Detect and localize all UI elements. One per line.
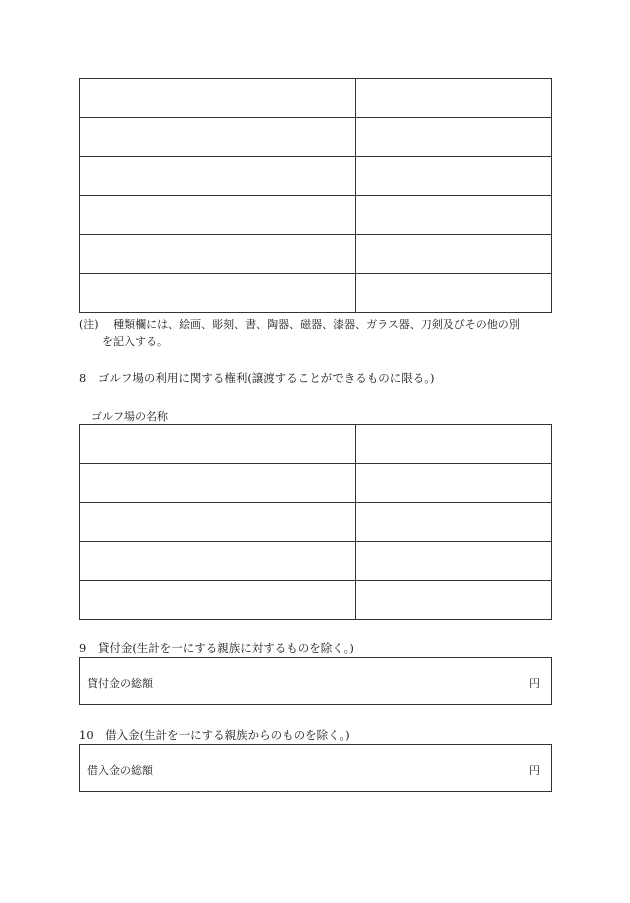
table-row [80, 464, 552, 503]
table-cell[interactable] [356, 464, 552, 503]
table-row [80, 235, 552, 274]
note-line-1 [79, 316, 559, 333]
table-cell[interactable] [80, 157, 356, 196]
table-cell[interactable] [80, 503, 356, 542]
table-cell[interactable] [356, 235, 552, 274]
table-cell[interactable] [356, 542, 552, 581]
note-prefix: (注) [79, 318, 99, 331]
note-text-1: 種類欄には、絵画、彫刻、書、陶器、磁器、漆器、ガラス器、刀剣及びその他の別 [113, 318, 520, 331]
table-row [80, 196, 552, 235]
borrowings-box[interactable] [79, 744, 552, 792]
table-cell[interactable] [356, 157, 552, 196]
table-cell[interactable] [80, 79, 356, 118]
table-row [80, 118, 552, 157]
section-8-heading: 8 ゴルフ場の利用に関する権利(譲渡することができるものに限る。) [79, 371, 435, 385]
table-cell[interactable] [80, 118, 356, 157]
table-row [80, 274, 552, 313]
table-cell[interactable] [356, 274, 552, 313]
table-cell[interactable] [356, 196, 552, 235]
golf-rights-table [79, 424, 552, 620]
artwork-table [79, 78, 552, 313]
yen-unit: 円 [529, 677, 540, 690]
yen-unit: 円 [529, 764, 540, 777]
table-cell[interactable] [356, 118, 552, 157]
section-9-heading: 9 貸付金(生計を一にする親族に対するものを除く。) [79, 641, 354, 655]
table-row [80, 425, 552, 464]
borrowings-total-label: 借入金の総額 [87, 764, 153, 777]
table-cell[interactable] [356, 581, 552, 620]
table-cell[interactable] [356, 425, 552, 464]
table-cell[interactable] [80, 542, 356, 581]
table-row [80, 79, 552, 118]
table-row [80, 542, 552, 581]
table-cell[interactable] [80, 274, 356, 313]
table-row [80, 503, 552, 542]
table-cell[interactable] [356, 503, 552, 542]
table-row [80, 581, 552, 620]
table-cell[interactable] [80, 196, 356, 235]
section-10-heading: 10 借入金(生計を一にする親族からのものを除く。) [79, 728, 350, 742]
table-cell[interactable] [356, 79, 552, 118]
table-row [80, 157, 552, 196]
loans-receivable-total-label: 貸付金の総額 [87, 677, 153, 690]
table-cell[interactable] [80, 464, 356, 503]
golf-course-name-label: ゴルフ場の名称 [91, 410, 168, 423]
table-cell[interactable] [80, 581, 356, 620]
table-cell[interactable] [80, 235, 356, 274]
note-text-2: を記入する。 [102, 335, 168, 348]
table-note [79, 316, 559, 350]
loans-receivable-box[interactable] [79, 657, 552, 705]
table-cell[interactable] [80, 425, 356, 464]
